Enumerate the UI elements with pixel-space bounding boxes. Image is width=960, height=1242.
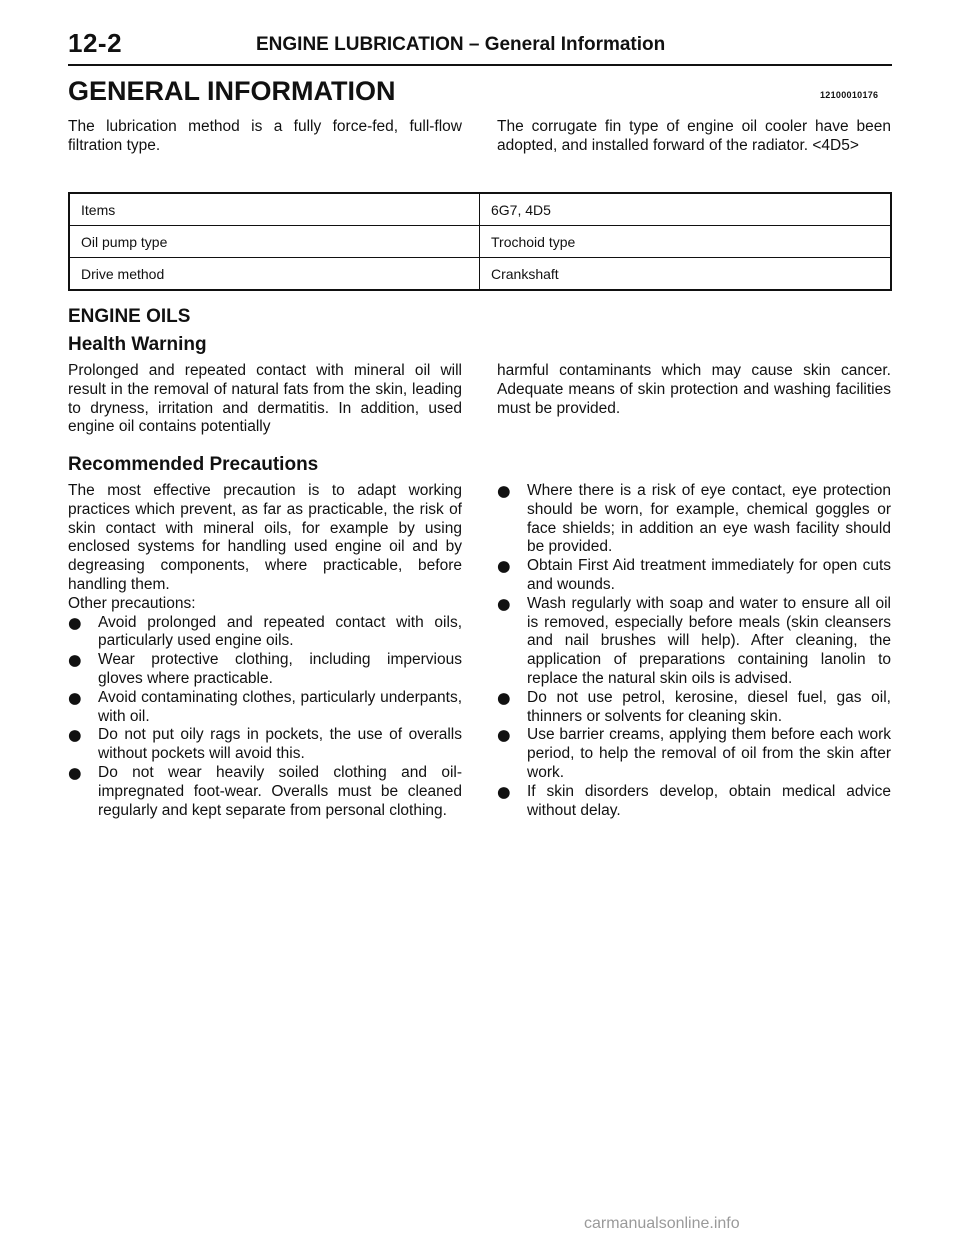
table-cell: Oil pump type xyxy=(69,226,480,258)
bullet-icon: ● xyxy=(497,594,511,613)
table-cell: 6G7, 4D5 xyxy=(480,193,892,226)
health-warning-left xyxy=(68,362,462,437)
right-bullet-list xyxy=(497,482,891,820)
general-intro-right xyxy=(497,118,891,156)
list-item: ● Do not wear heavily soiled clothing and oil-impregnated foot-wear. Overalls must be cleaned regularly and kept separate from personal clothing. xyxy=(68,763,462,819)
table-cell: Drive method xyxy=(69,258,480,291)
precautions-left-column xyxy=(68,482,462,820)
page-header xyxy=(68,26,892,66)
health-warning-text-left: Prolonged and repeated contact with mineral oil will result in the removal of natural fats from the skin, leading to dryness, irritation and dermatitis. In addition, used engine oil contains potentially xyxy=(68,362,462,436)
bullet-icon: ● xyxy=(497,782,511,801)
health-warning-text-right: harmful contaminants which may cause skin cancer. Adequate means of skin protection and washing facilities must be provided. xyxy=(497,362,891,417)
document-code: 12100010176 xyxy=(820,90,879,100)
bullet-icon: ● xyxy=(68,763,82,782)
left-bullet-list xyxy=(68,614,462,821)
table-cell: Items xyxy=(69,193,480,226)
list-item: ● Use barrier creams, applying them before each work period, to help the removal of oil from the skin after work. xyxy=(497,726,891,781)
list-item: ● Obtain First Aid treatment immediately for open cuts and wounds. xyxy=(497,557,891,593)
oil-cooler-text: The corrugate fin type of engine oil cooler have been adopted, and installed forward of the radiator. <4D5> xyxy=(497,118,891,154)
general-intro-left xyxy=(68,118,462,156)
header-rule xyxy=(68,64,892,66)
bullet-icon: ● xyxy=(68,651,82,670)
table-cell: Trochoid type xyxy=(480,226,892,258)
list-item: ● If skin disorders develop, obtain medical advice without delay. xyxy=(497,782,891,819)
precautions-right-column xyxy=(497,482,891,820)
engine-oils-heading: ENGINE OILS xyxy=(68,306,191,327)
bullet-icon: ● xyxy=(497,726,511,745)
table-row xyxy=(69,258,891,291)
health-warning-right xyxy=(497,362,891,418)
table-cell: Crankshaft xyxy=(480,258,892,291)
bullet-icon: ● xyxy=(497,482,511,500)
watermark: carmanualsonline.info xyxy=(584,1215,740,1232)
list-item: ● Avoid prolonged and repeated contact with oils, particularly used engine oils. xyxy=(68,613,462,650)
recommended-precautions-heading: Recommended Precautions xyxy=(68,454,319,475)
page-number: 12-2 xyxy=(68,28,123,58)
table-row xyxy=(69,226,891,258)
bullet-icon: ● xyxy=(68,726,82,745)
table-row xyxy=(69,193,891,226)
list-item: ● Do not put oily rags in pockets, the use of overalls without pockets will avoid this. xyxy=(68,726,462,763)
list-item: ● Avoid contaminating clothes, particularly underpants, with oil. xyxy=(68,688,462,725)
other-precautions-label: Other precautions: xyxy=(68,594,196,612)
bullet-icon: ● xyxy=(68,688,82,707)
list-item: ● Where there is a risk of eye contact, eye protection should be worn, for example, chemical goggles or face shields; in addition an eye wash facility should be provided. xyxy=(497,482,891,556)
list-item: ● Do not use petrol, kerosine, diesel fuel, gas oil, thinners or solvents for cleaning skin. xyxy=(497,688,891,725)
header-title: ENGINE LUBRICATION – General Information xyxy=(256,34,666,55)
precautions-intro: The most effective precaution is to adapt working practices which prevent, as far as practicable, the risk of skin contact with mineral oils, for example by using enclosed systems for handling used engine oil and by degreasing components, where practicable, before handling them. xyxy=(68,482,462,593)
list-item: ● Wear protective clothing, including impervious gloves where practicable. xyxy=(68,651,462,687)
bullet-icon: ● xyxy=(497,557,511,576)
lubrication-method-text: The lubrication method is a fully force-fed, full-flow filtration type. xyxy=(68,118,462,154)
bullet-icon: ● xyxy=(497,688,511,707)
bullet-icon: ● xyxy=(68,613,82,632)
spec-table xyxy=(68,192,892,291)
list-item: ● Wash regularly with soap and water to ensure all oil is removed, especially before meals (skin cleansers and nail brushes will help). After cleaning, the application of preparations containing lanolin to replace the natural skin oils is advised. xyxy=(497,594,891,687)
health-warning-heading: Health Warning xyxy=(68,334,207,355)
general-information-heading: GENERAL INFORMATION xyxy=(68,76,396,106)
